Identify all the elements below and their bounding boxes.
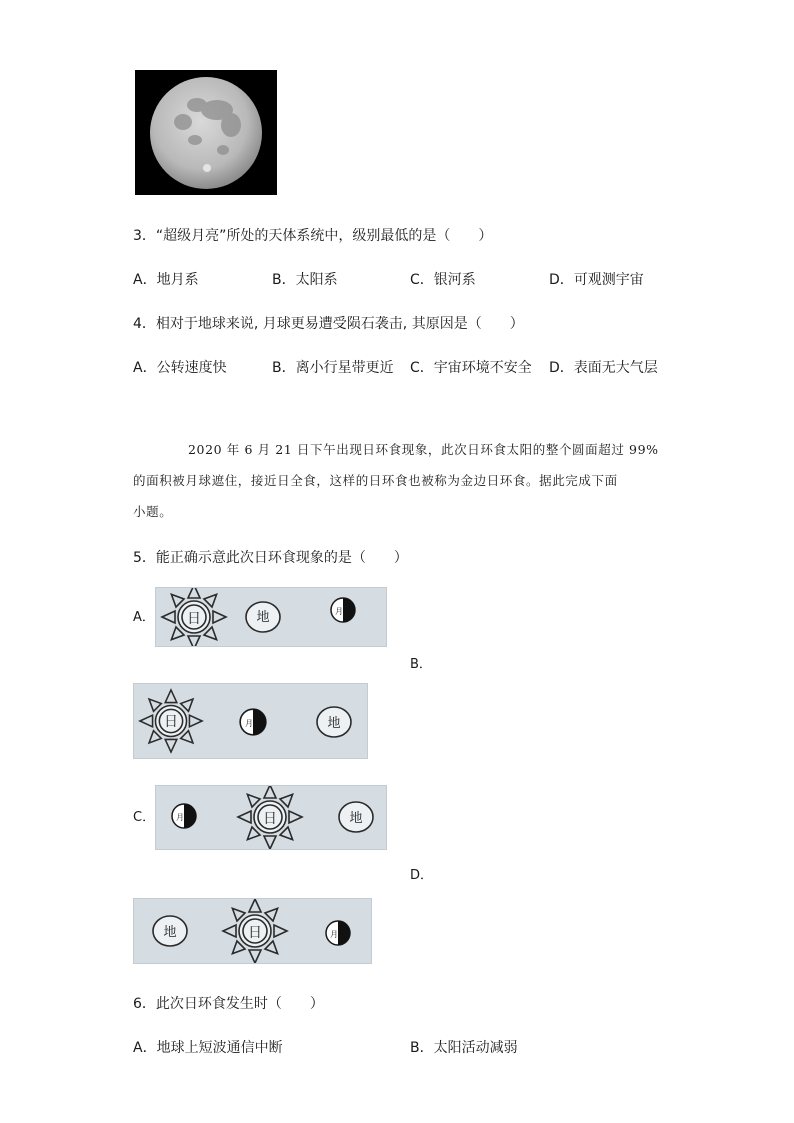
svg-text:地: 地 xyxy=(256,610,270,625)
question-3: 3．“超级月亮”所处的天体系统中，级别最低的是（ ） xyxy=(133,228,493,244)
q5-option-d-diagram[interactable] xyxy=(133,898,372,964)
q5-option-a-label[interactable]: A． xyxy=(133,610,155,625)
q3-option-d[interactable]: D．可观测宇宙 xyxy=(549,272,644,288)
q5-option-b-diagram[interactable] xyxy=(133,683,368,759)
q3-option-c[interactable]: C．银河系 xyxy=(410,272,476,288)
moon-icon xyxy=(331,598,355,622)
q3-option-b[interactable]: B．太阳系 xyxy=(272,272,338,288)
sun-icon xyxy=(223,899,287,963)
question-6: 6．此次日环食发生时（ ） xyxy=(133,996,324,1012)
moon-icon xyxy=(326,921,350,945)
q5-option-d-label[interactable]: D． xyxy=(410,868,434,883)
sun-icon xyxy=(162,588,226,646)
sun-icon xyxy=(238,786,302,849)
q6-option-a[interactable]: A．地球上短波通信中断 xyxy=(133,1040,283,1056)
q5-option-c-diagram[interactable] xyxy=(155,785,387,850)
moon-photo xyxy=(135,70,277,195)
svg-text:月: 月 xyxy=(330,930,338,939)
moon-icon xyxy=(172,804,196,828)
svg-text:日: 日 xyxy=(263,811,277,827)
question-4: 4．相对于地球来说, 月球更易遭受陨石袭击, 其原因是（ ） xyxy=(133,316,524,332)
svg-text:地: 地 xyxy=(327,716,341,731)
passage-line-3: 小题。 xyxy=(133,504,173,519)
q4-option-a[interactable]: A．公转速度快 xyxy=(133,360,227,376)
svg-text:月: 月 xyxy=(245,719,253,728)
earth-icon xyxy=(153,916,187,946)
q5-option-a-diagram[interactable] xyxy=(155,587,387,647)
svg-text:地: 地 xyxy=(163,925,177,940)
full-moon-icon xyxy=(135,70,277,195)
svg-text:地: 地 xyxy=(349,811,363,826)
moon-icon xyxy=(240,709,266,735)
q6-option-b[interactable]: B．太阳活动减弱 xyxy=(410,1040,518,1056)
q4-option-b[interactable]: B．离小行星带更近 xyxy=(272,360,394,376)
passage-line-1: 2020 年 6 月 21 日下午出现日环食现象，此次日环食太阳的整个圆面超过 99% xyxy=(188,442,659,457)
earth-icon xyxy=(246,602,280,632)
passage-line-2: 的面积被月球遮住，接近日全食，这样的日环食也被称为金边日环食。据此完成下面 xyxy=(133,473,618,488)
q5-option-c-label[interactable]: C． xyxy=(133,810,156,825)
svg-text:日: 日 xyxy=(187,611,201,627)
svg-text:月: 月 xyxy=(176,813,184,822)
q3-option-a[interactable]: A．地月系 xyxy=(133,272,199,288)
svg-text:日: 日 xyxy=(164,714,178,730)
earth-icon xyxy=(317,707,351,737)
svg-text:日: 日 xyxy=(248,925,262,941)
sun-icon xyxy=(140,690,202,752)
question-5: 5．能正确示意此次日环食现象的是（ ） xyxy=(133,550,408,566)
svg-text:月: 月 xyxy=(335,607,343,616)
q4-option-c[interactable]: C．宇宙环境不安全 xyxy=(410,360,532,376)
q5-option-b-label[interactable]: B． xyxy=(410,657,432,672)
q4-option-d[interactable]: D．表面无大气层 xyxy=(549,360,658,376)
earth-icon xyxy=(339,802,373,832)
